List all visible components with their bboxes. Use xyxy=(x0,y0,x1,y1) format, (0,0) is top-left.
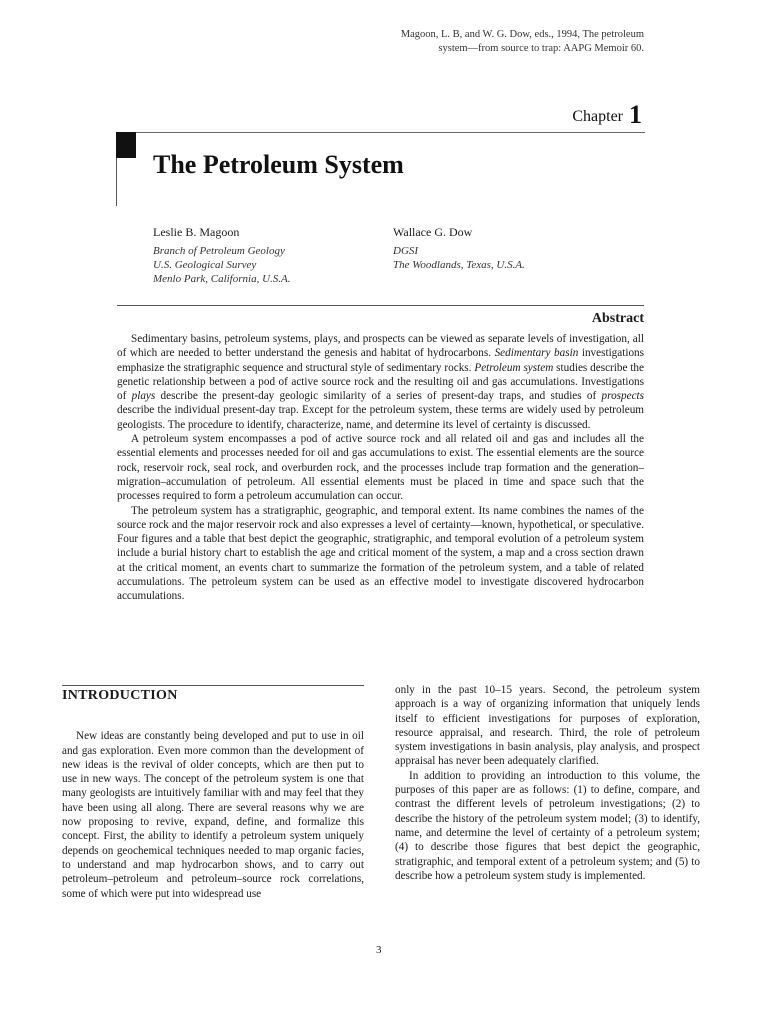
chapter-number: 1 xyxy=(629,100,642,129)
introduction-paragraph-2: In addition to providing an introduction to this volume, the purposes of this paper are as follows: (1) to define, compare, and contrast the different levels of petroleum investigations; (2) to describe the history of the petroleum system model; (3) to identify, name, and determine the level of certainty of a petroleum system; (4) to describe those figures that best depict the geographic, stratigraphic, and temporal extent of a petroleum system; and (5) to describe how a petroleum system study is implemented. xyxy=(395,769,700,882)
abstract-text: describe the present-day geologic similarity of a series of present-day traps, and studies of xyxy=(155,390,602,403)
introduction-rule xyxy=(62,685,364,686)
page-title: The Petroleum System xyxy=(153,150,404,179)
abstract-text: describe the individual present-day trap. Except for the petroleum system, these terms are widely used by petroleum geologists. The procedure to identify, characterize, name, and determine its level of certainty is discussed. xyxy=(117,404,644,431)
right-column xyxy=(395,683,700,883)
author-affiliation: Menlo Park, California, U.S.A. xyxy=(153,273,291,285)
abstract-text: Sedimentary basins, petroleum systems, plays, and prospects can be viewed as separate levels of investigation, all of which are needed to better understand the genesis and habitat of hydrocarbons. xyxy=(117,333,644,360)
author-name: Leslie B. Magoon xyxy=(153,225,240,239)
author-name: Wallace G. Dow xyxy=(393,225,473,239)
author-block-magoon xyxy=(153,225,373,286)
abstract-rule xyxy=(117,305,644,306)
abstract-heading: Abstract xyxy=(591,311,644,326)
author-affiliation: Branch of Petroleum Geology xyxy=(153,245,285,257)
chapter-word: Chapter xyxy=(572,108,623,125)
author-affiliation: DGSI xyxy=(393,245,419,257)
page-number: 3 xyxy=(376,944,382,956)
introduction-paragraph-1: New ideas are constantly being developed and put to use in oil and gas exploration. Even more common than the development of new ideas is the revival of older concepts, which are then put to use in new ways. The concept of the petroleum system is one that many geologists are intuitively familiar with and may feel that they have been using all along. There are several reasons why we are now proposing to revive, expand, define, and formalize this concept. First, the ability to identify a petroleum system uniquely depends on geochemical techniques needed to map organic facies, to understand and map hydrocarbon shows, and to carry out petroleum–petroleum and petroleum–source rock correlations, some of which were put into widespread use xyxy=(62,730,364,900)
abstract-paragraph-2: A petroleum system encompasses a pod of active source rock and all related oil and gas and includes all the essential elements and processes needed for oil and gas accumulations to exist. The essential elements are the source rock, reservoir rock, seal rock, and overburden rock, and the processes include trap formation and the generation–migration–accumulation of petroleum. All essential elements must be placed in time and space such that the processes required to form a petroleum accumulation can occur. xyxy=(117,433,644,503)
title-top-rule xyxy=(116,132,645,133)
abstract-term: plays xyxy=(131,390,156,403)
chapter-label xyxy=(572,100,642,130)
chapter-tab-marker xyxy=(116,132,136,158)
abstract-term: Petroleum system xyxy=(474,361,554,374)
citation-line-2: system—from source to trap: AAPG Memoir 60. xyxy=(438,43,644,54)
abstract-text: investigations emphasize the stratigraphic sequence and structural style of sedimentary rocks. xyxy=(117,347,644,374)
introduction-heading: INTRODUCTION xyxy=(62,688,178,703)
introduction-paragraph-1-continued: only in the past 10–15 years. Second, the petroleum system approach is a way of organizing information that uniquely lends itself to efficient investigations for purposes of exploration, resource appraisal, and research. Third, the role of petroleum system investigations in basin analysis, play analysis, and prospect appraisal has never been adequately clarified. xyxy=(395,684,700,768)
citation-header xyxy=(314,28,644,56)
abstract-paragraph-1 xyxy=(117,332,644,432)
left-column xyxy=(62,685,364,901)
abstract-body xyxy=(117,332,644,604)
abstract-term: prospects xyxy=(601,390,644,403)
abstract-paragraph-3: The petroleum system has a stratigraphic, geographic, and temporal extent. Its name combines the names of the source rock and the major reservoir rock and also expresses a level of certainty—known, hypothetical, or speculative. Four figures and a table that best depict the geographic, stratigraphic, and temporal evolution of a petroleum system include a burial history chart to establish the age and critical moment of the system, a map and a cross section drawn at the critical moment, an events chart to summarize the formation of the petroleum system, and a table of related accumulations. The petroleum system can be used as an effective model to investigate discovered hydrocarbon accumulations. xyxy=(117,504,644,603)
abstract-term: Sedimentary basin xyxy=(494,347,579,360)
author-block-dow xyxy=(393,225,613,272)
citation-line-1: Magoon, L. B, and W. G. Dow, eds., 1994, The petroleum xyxy=(400,29,644,40)
abstract-text: studies describe the genetic relationship between a pod of active source rock and the resulting oil and gas accumulations. Investigations of xyxy=(117,361,644,403)
author-affiliation: U.S. Geological Survey xyxy=(153,259,257,271)
author-affiliation: The Woodlands, Texas, U.S.A. xyxy=(393,259,525,271)
